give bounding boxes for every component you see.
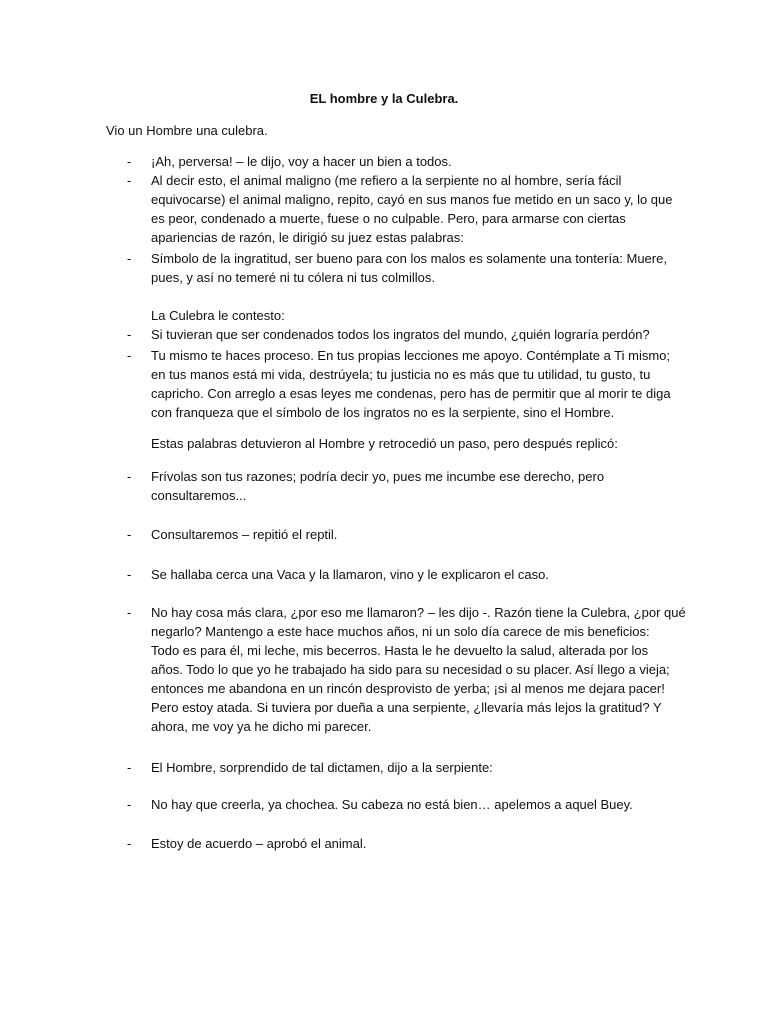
bullet-text: No hay que creerla, ya chochea. Su cabeza no está bien… apelemos a aquel Buey. bbox=[151, 797, 633, 812]
bullet-text: consultaremos... bbox=[151, 488, 247, 503]
bullet-marker: - bbox=[127, 605, 132, 620]
bullet-text: Todo es para él, mi leche, mis becerros. Hasta le he devuelto la salud, alterada por los bbox=[151, 643, 649, 658]
narration-paragraph: Estas palabras detuvieron al Hombre y retrocedió un paso, pero después replicó: bbox=[151, 436, 618, 451]
bullet-marker: - bbox=[127, 173, 132, 188]
narration-paragraph: La Culebra le contesto: bbox=[151, 308, 285, 323]
bullet-text: Estoy de acuerdo – aprobó el animal. bbox=[151, 836, 367, 851]
bullet-text: entonces me abandona en un rincón desprovisto de yerba; ¡si al menos me dejara pacer! bbox=[151, 681, 665, 696]
bullet-marker: - bbox=[127, 760, 132, 775]
bullet-marker: - bbox=[127, 251, 132, 266]
bullet-text: con franqueza que el símbolo de los ingratos no es la serpiente, sino el Hombre. bbox=[151, 405, 615, 420]
bullet-text: apariencias de razón, le dirigió su juez estas palabras: bbox=[151, 230, 464, 245]
bullet-marker: - bbox=[127, 469, 132, 484]
bullet-text: Símbolo de la ingratitud, ser bueno para con los malos es solamente una tontería: Muere, bbox=[151, 251, 667, 266]
bullet-marker: - bbox=[127, 527, 132, 542]
bullet-text: ahora, me voy ya he dicho mi parecer. bbox=[151, 719, 372, 734]
bullet-marker: - bbox=[127, 154, 132, 169]
bullet-text: Consultaremos – repitió el reptil. bbox=[151, 527, 338, 542]
bullet-text: en tus manos está mi vida, destrúyela; tu justicia no es más que tu utilidad, tu gusto, tu bbox=[151, 367, 651, 382]
bullet-text: negarlo? Mantengo a este hace muchos años, ni un solo día carece de mis beneficios: bbox=[151, 624, 650, 639]
bullet-text: pues, y así no temeré ni tu cólera ni tus colmillos. bbox=[151, 270, 435, 285]
bullet-text: equivocarse) el animal maligno, repito, cayó en sus manos fue metido en un saco y, lo que bbox=[151, 192, 673, 207]
bullet-marker: - bbox=[127, 348, 132, 363]
bullet-text: Pero estoy atada. Si tuviera por dueña a una serpiente, ¿llevaría más lejos la gratitud? Y bbox=[151, 700, 662, 715]
bullet-text: Frívolas son tus razones; podría decir yo, pues me incumbe ese derecho, pero bbox=[151, 469, 605, 484]
bullet-text: No hay cosa más clara, ¿por eso me llamaron? – les dijo -. Razón tiene la Culebra, ¿por qué bbox=[151, 605, 686, 620]
bullet-text: Se hallaba cerca una Vaca y la llamaron, vino y le explicaron el caso. bbox=[151, 567, 549, 582]
intro-paragraph: Vio un Hombre una culebra. bbox=[106, 123, 268, 138]
bullet-text: Si tuvieran que ser condenados todos los ingratos del mundo, ¿quién lograría perdón? bbox=[151, 327, 650, 342]
bullet-marker: - bbox=[127, 327, 132, 342]
bullet-text: Al decir esto, el animal maligno (me refiero a la serpiente no al hombre, sería fácil bbox=[151, 173, 622, 188]
bullet-text: capricho. Con arreglo a esas leyes me condenas, pero has de permitir que al morir te diga bbox=[151, 386, 671, 401]
bullet-text: Tu mismo te haces proceso. En tus propias lecciones me apoyo. Contémplate a Ti mismo; bbox=[151, 348, 671, 363]
bullet-text: es peor, condenado a muerte, fuese o no culpable. Pero, para armarse con ciertas bbox=[151, 211, 626, 226]
bullet-text: ¡Ah, perversa! – le dijo, voy a hacer un bien a todos. bbox=[151, 154, 452, 169]
bullet-marker: - bbox=[127, 836, 132, 851]
bullet-marker: - bbox=[127, 567, 132, 582]
document-title: EL hombre y la Culebra. bbox=[309, 91, 459, 106]
bullet-marker: - bbox=[127, 797, 132, 812]
bullet-text: años. Todo lo que yo he trabajado ha sido para su necesidad o su placer. Así llego a vieja; bbox=[151, 662, 670, 677]
bullet-text: El Hombre, sorprendido de tal dictamen, dijo a la serpiente: bbox=[151, 760, 493, 775]
